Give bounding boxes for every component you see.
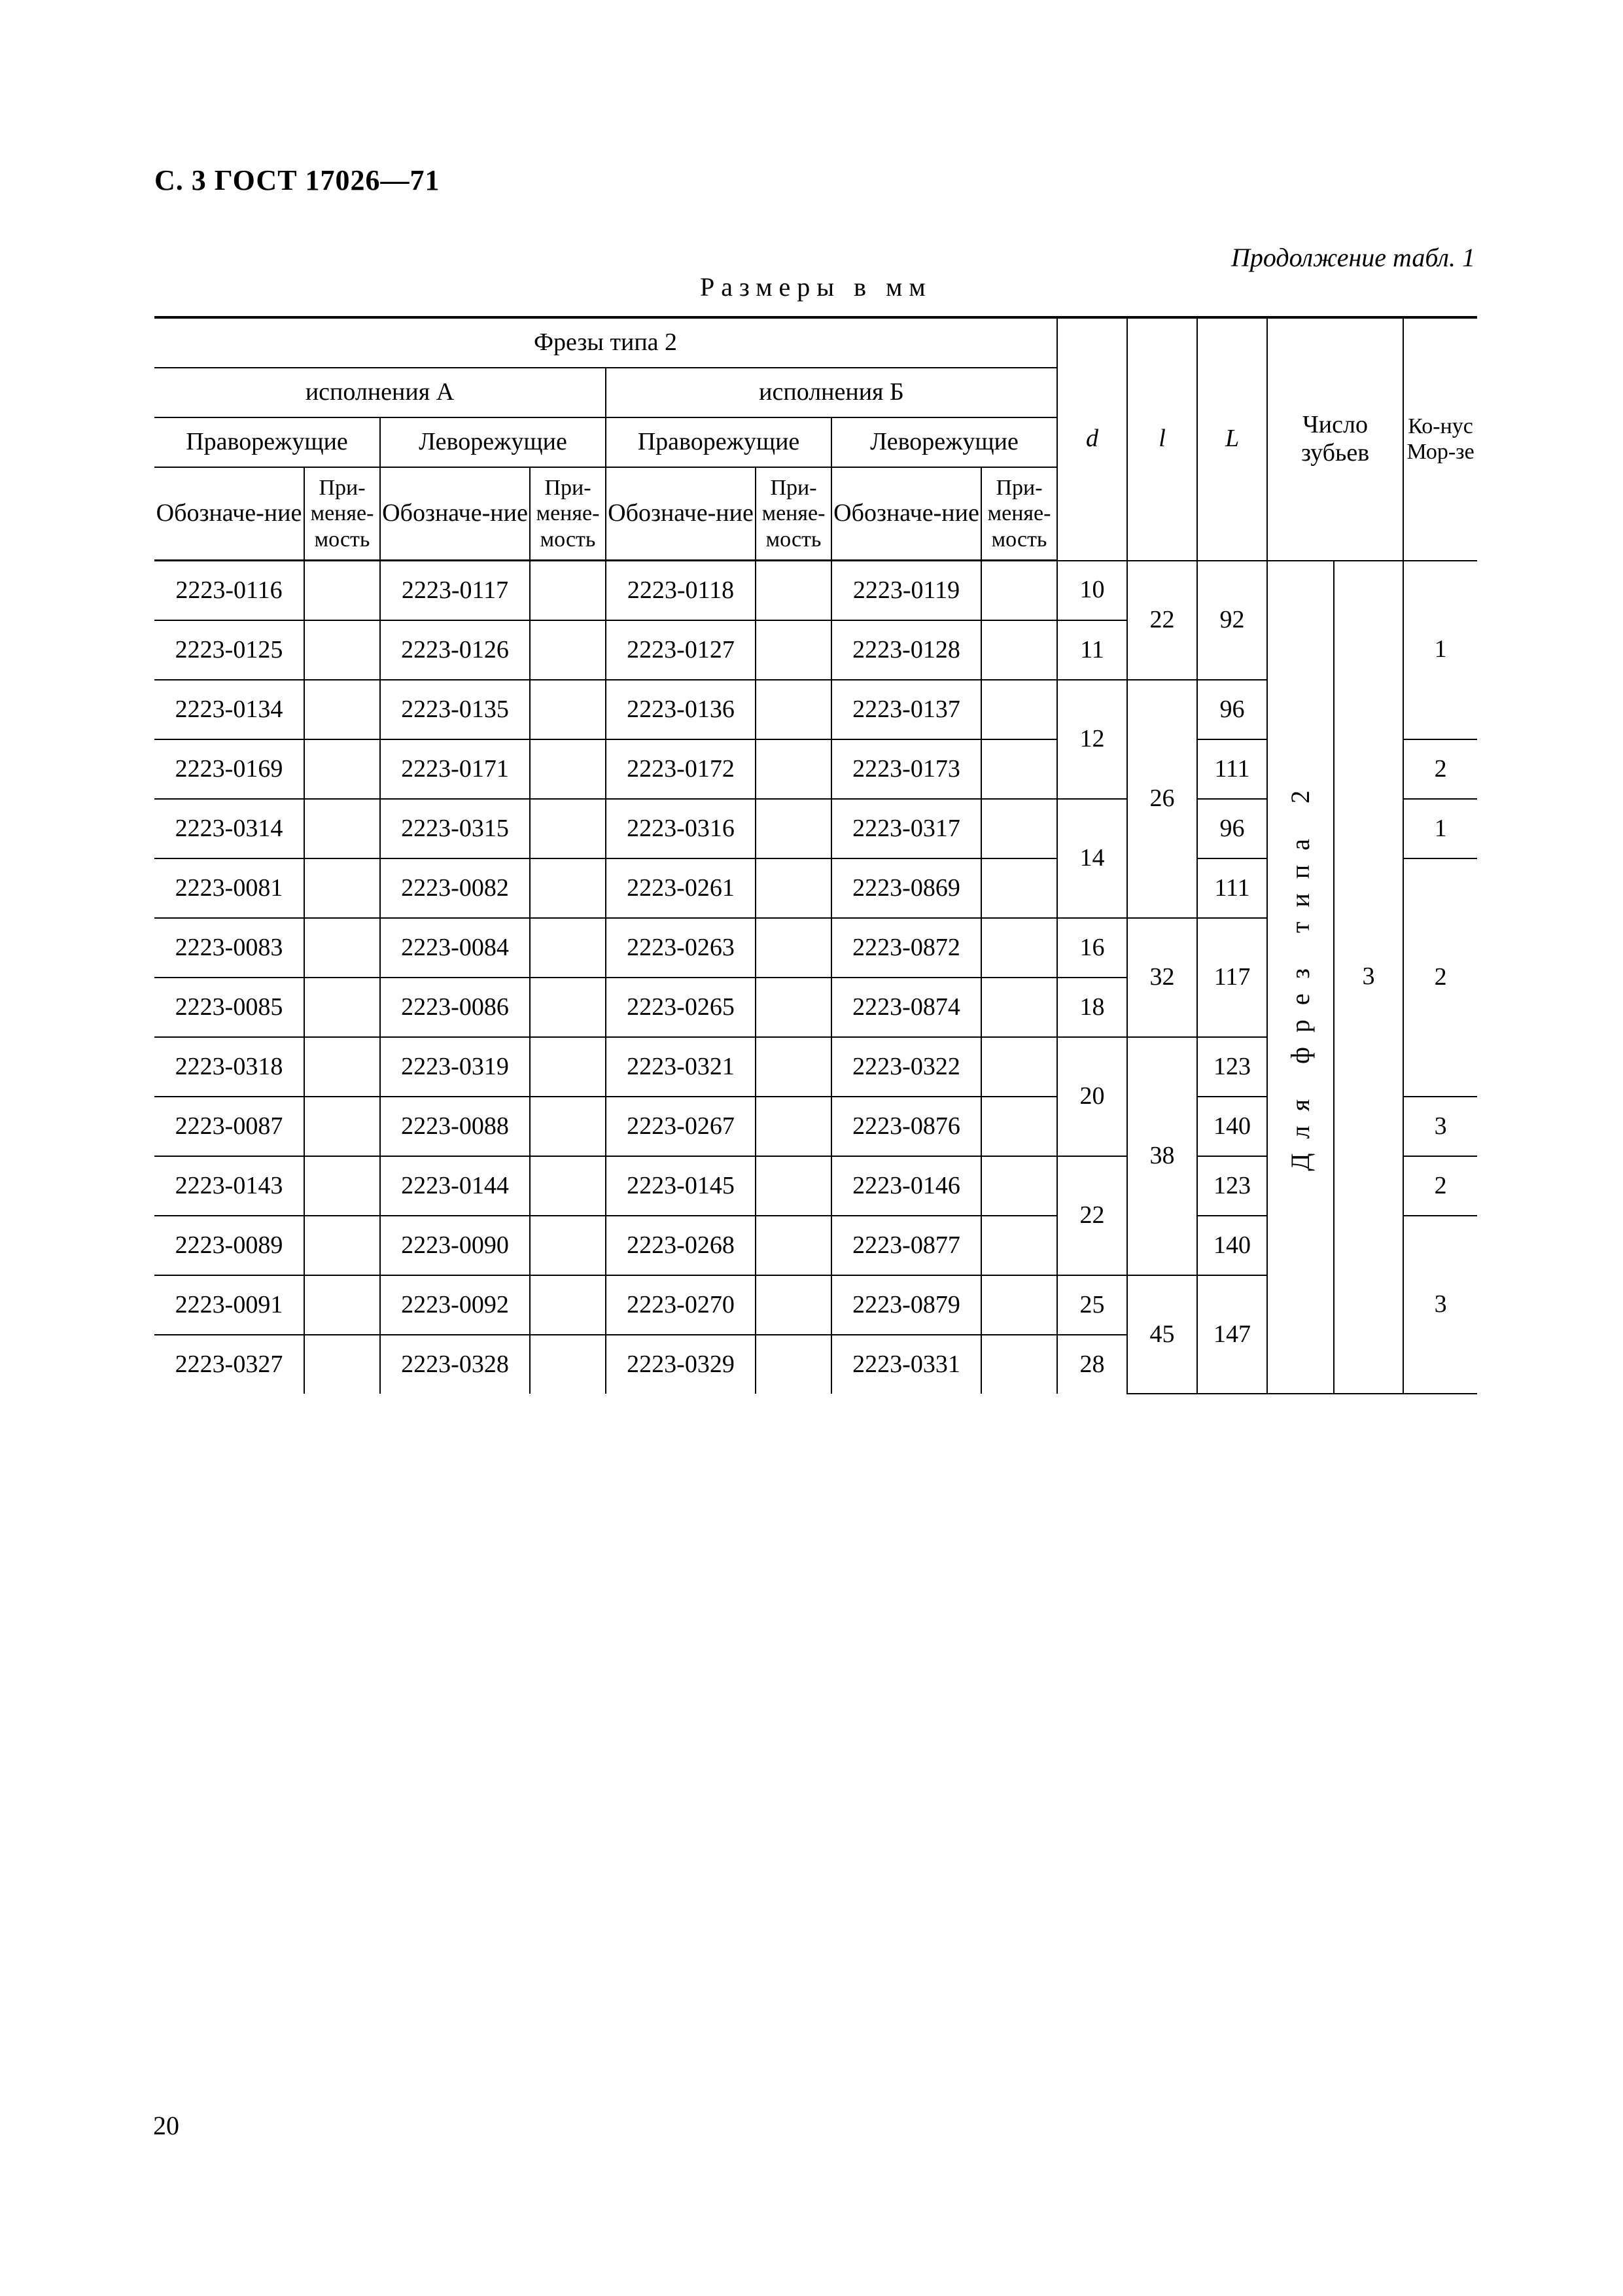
cell-applicability <box>304 1156 380 1216</box>
cell-applicability <box>756 858 831 918</box>
cell-applicability <box>304 1275 380 1335</box>
cell-designation-a-left: 2223-0328 <box>380 1335 530 1394</box>
cell-designation-b-left: 2223-0137 <box>831 680 981 739</box>
cell-designation-a-left: 2223-0117 <box>380 561 530 621</box>
cell-L: 96 <box>1197 799 1267 858</box>
cell-L: 111 <box>1197 739 1267 799</box>
cell-applicability <box>530 799 606 858</box>
cell-applicability <box>756 799 831 858</box>
cell-applicability <box>756 561 831 621</box>
header-b-right-cutting: Праворежущие <box>606 417 831 467</box>
cell-applicability <box>756 978 831 1037</box>
cell-applicability <box>981 1335 1057 1394</box>
cell-applicability <box>530 1335 606 1394</box>
cell-applicability <box>304 1216 380 1275</box>
cell-designation-a-left: 2223-0082 <box>380 858 530 918</box>
cell-designation-a-right: 2223-0134 <box>154 680 304 739</box>
cell-applicability <box>530 978 606 1037</box>
cell-designation-b-right: 2223-0329 <box>606 1335 756 1394</box>
cell-designation-a-right: 2223-0116 <box>154 561 304 621</box>
cell-designation-a-left: 2223-0092 <box>380 1275 530 1335</box>
cell-applicability <box>756 620 831 680</box>
cell-designation-b-right: 2223-0172 <box>606 739 756 799</box>
cell-d: 11 <box>1057 620 1127 680</box>
header-teeth-count: Число зубьев <box>1267 317 1403 561</box>
cell-designation-a-right: 2223-0125 <box>154 620 304 680</box>
header-version-a: исполнения А <box>154 368 606 417</box>
table-continuation-note: Продолжение табл. 1 <box>1230 243 1475 272</box>
cell-applicability <box>981 620 1057 680</box>
header-designation: Обозначе-ние <box>380 467 530 561</box>
cell-l: 26 <box>1127 680 1197 918</box>
cell-applicability <box>530 1275 606 1335</box>
cell-designation-b-right: 2223-0270 <box>606 1275 756 1335</box>
cell-applicability <box>530 1097 606 1156</box>
cell-applicability <box>304 620 380 680</box>
header-d: d <box>1057 317 1127 561</box>
cell-applicability <box>304 918 380 978</box>
cell-L: 123 <box>1197 1156 1267 1216</box>
cell-applicability <box>756 1156 831 1216</box>
cell-applicability <box>304 1097 380 1156</box>
header-designation: Обозначе-ние <box>154 467 304 561</box>
cell-applicability <box>304 858 380 918</box>
cell-applicability <box>981 799 1057 858</box>
cell-designation-a-left: 2223-0144 <box>380 1156 530 1216</box>
cell-designation-a-right: 2223-0089 <box>154 1216 304 1275</box>
cell-applicability <box>981 1275 1057 1335</box>
cell-d: 14 <box>1057 799 1127 918</box>
cell-designation-b-left: 2223-0877 <box>831 1216 981 1275</box>
cell-designation-b-left: 2223-0869 <box>831 858 981 918</box>
cell-applicability <box>530 1216 606 1275</box>
cell-applicability <box>756 1037 831 1097</box>
cell-applicability <box>530 918 606 978</box>
cell-l: 38 <box>1127 1037 1197 1275</box>
cell-d: 12 <box>1057 680 1127 799</box>
cell-d: 10 <box>1057 561 1127 621</box>
cell-designation-b-left: 2223-0146 <box>831 1156 981 1216</box>
cell-applicability <box>304 561 380 621</box>
cell-morse-taper: 2 <box>1403 739 1477 799</box>
cell-designation-a-right: 2223-0083 <box>154 918 304 978</box>
cell-designation-a-left: 2223-0135 <box>380 680 530 739</box>
cell-designation-b-left: 2223-0317 <box>831 799 981 858</box>
cell-designation-b-left: 2223-0128 <box>831 620 981 680</box>
cell-applicability <box>530 561 606 621</box>
cell-applicability <box>756 1275 831 1335</box>
header-a-left-cutting: Леворежущие <box>380 417 606 467</box>
cell-applicability <box>981 561 1057 621</box>
cell-d: 25 <box>1057 1275 1127 1335</box>
cell-designation-b-right: 2223-0263 <box>606 918 756 978</box>
cell-designation-a-left: 2223-0086 <box>380 978 530 1037</box>
cell-morse-taper: 3 <box>1403 1216 1477 1394</box>
cell-designation-b-right: 2223-0118 <box>606 561 756 621</box>
cell-L: 117 <box>1197 918 1267 1037</box>
cell-applicability <box>530 680 606 739</box>
cell-L: 96 <box>1197 680 1267 739</box>
header-L: L <box>1197 317 1267 561</box>
cell-applicability <box>304 978 380 1037</box>
cell-l: 32 <box>1127 918 1197 1037</box>
cell-applicability <box>756 739 831 799</box>
cell-applicability <box>304 799 380 858</box>
cell-applicability <box>756 1216 831 1275</box>
cell-designation-a-right: 2223-0169 <box>154 739 304 799</box>
cell-applicability <box>530 620 606 680</box>
cell-designation-a-left: 2223-0319 <box>380 1037 530 1097</box>
cell-designation-b-right: 2223-0145 <box>606 1156 756 1216</box>
cell-applicability <box>530 858 606 918</box>
header-applicability: При-меняе-мость <box>756 467 831 561</box>
cell-designation-b-right: 2223-0265 <box>606 978 756 1037</box>
cell-designation-b-left: 2223-0173 <box>831 739 981 799</box>
group-title: Фрезы типа 2 <box>154 317 1057 368</box>
cell-designation-b-right: 2223-0321 <box>606 1037 756 1097</box>
cell-designation-b-left: 2223-0874 <box>831 978 981 1037</box>
cell-morse-taper: 1 <box>1403 799 1477 858</box>
cell-designation-a-left: 2223-0084 <box>380 918 530 978</box>
cell-applicability <box>981 739 1057 799</box>
cell-morse-taper: 2 <box>1403 1156 1477 1216</box>
cell-designation-a-left: 2223-0088 <box>380 1097 530 1156</box>
cell-designation-a-left: 2223-0315 <box>380 799 530 858</box>
cell-designation-b-left: 2223-0876 <box>831 1097 981 1156</box>
header-designation: Обозначе-ние <box>831 467 981 561</box>
cell-designation-b-left: 2223-0322 <box>831 1037 981 1097</box>
cell-applicability <box>981 1156 1057 1216</box>
cell-applicability <box>304 1335 380 1394</box>
cell-designation-b-right: 2223-0261 <box>606 858 756 918</box>
header-applicability: При-меняе-мость <box>304 467 380 561</box>
cell-applicability <box>304 680 380 739</box>
cell-applicability <box>981 918 1057 978</box>
cell-d: 28 <box>1057 1335 1127 1394</box>
cell-L: 140 <box>1197 1097 1267 1156</box>
cell-L: 92 <box>1197 561 1267 680</box>
cell-designation-a-left: 2223-0126 <box>380 620 530 680</box>
header-version-b: исполнения Б <box>606 368 1057 417</box>
table-row <box>154 561 1477 621</box>
cell-applicability <box>304 1037 380 1097</box>
cell-applicability <box>756 680 831 739</box>
cell-applicability <box>981 1037 1057 1097</box>
cell-designation-b-left: 2223-0331 <box>831 1335 981 1394</box>
cell-designation-a-right: 2223-0143 <box>154 1156 304 1216</box>
header-b-left-cutting: Леворежущие <box>831 417 1057 467</box>
cell-morse-taper: 3 <box>1403 1097 1477 1156</box>
cell-applicability <box>530 1037 606 1097</box>
cell-d: 18 <box>1057 978 1127 1037</box>
header-applicability: При-меняе-мость <box>981 467 1057 561</box>
cell-morse-taper: 2 <box>1403 858 1477 1097</box>
header-a-right-cutting: Праворежущие <box>154 417 380 467</box>
header-designation: Обозначе-ние <box>606 467 756 561</box>
cell-applicability <box>530 739 606 799</box>
cell-designation-a-left: 2223-0090 <box>380 1216 530 1275</box>
cell-designation-a-right: 2223-0314 <box>154 799 304 858</box>
cell-applicability <box>304 739 380 799</box>
cell-applicability <box>981 1216 1057 1275</box>
cell-designation-b-right: 2223-0136 <box>606 680 756 739</box>
cell-designation-a-right: 2223-0327 <box>154 1335 304 1394</box>
cell-designation-b-right: 2223-0316 <box>606 799 756 858</box>
cell-designation-a-right: 2223-0081 <box>154 858 304 918</box>
cell-d: 16 <box>1057 918 1127 978</box>
cell-designation-a-right: 2223-0085 <box>154 978 304 1037</box>
page-number: 20 <box>153 2111 179 2140</box>
cell-designation-b-right: 2223-0267 <box>606 1097 756 1156</box>
cell-d: 22 <box>1057 1156 1127 1275</box>
cell-teeth-count: 3 <box>1334 561 1403 1394</box>
cell-designation-b-left: 2223-0879 <box>831 1275 981 1335</box>
cell-L: 140 <box>1197 1216 1267 1275</box>
page-title: С. 3 ГОСТ 17026—71 <box>154 164 440 196</box>
cell-designation-a-right: 2223-0087 <box>154 1097 304 1156</box>
cell-d: 20 <box>1057 1037 1127 1156</box>
cell-applicability <box>981 858 1057 918</box>
cell-L: 111 <box>1197 858 1267 918</box>
cell-applicability <box>756 918 831 978</box>
header-l: l <box>1127 317 1197 561</box>
cell-applicability <box>756 1335 831 1394</box>
cell-designation-a-left: 2223-0171 <box>380 739 530 799</box>
cell-L: 123 <box>1197 1037 1267 1097</box>
cell-designation-b-right: 2223-0268 <box>606 1216 756 1275</box>
cell-applicability <box>756 1097 831 1156</box>
cell-l: 22 <box>1127 561 1197 680</box>
cell-applicability <box>530 1156 606 1216</box>
units-caption: Размеры в мм <box>700 272 932 302</box>
cell-applicability <box>981 978 1057 1037</box>
cell-applicability <box>981 1097 1057 1156</box>
cell-designation-a-right: 2223-0091 <box>154 1275 304 1335</box>
cell-L: 147 <box>1197 1275 1267 1394</box>
header-applicability: При-меняе-мость <box>530 467 606 561</box>
note-for-type-2-cutters: Для фрез типа 2 <box>1267 561 1334 1394</box>
cell-designation-b-left: 2223-0872 <box>831 918 981 978</box>
cell-designation-a-right: 2223-0318 <box>154 1037 304 1097</box>
cell-designation-b-left: 2223-0119 <box>831 561 981 621</box>
cell-l: 45 <box>1127 1275 1197 1394</box>
cell-designation-b-right: 2223-0127 <box>606 620 756 680</box>
cell-applicability <box>981 680 1057 739</box>
cell-morse-taper: 1 <box>1403 561 1477 740</box>
cutters-table <box>154 316 1477 1394</box>
header-morse-taper: Ко-нус Мор-зе <box>1403 317 1477 561</box>
